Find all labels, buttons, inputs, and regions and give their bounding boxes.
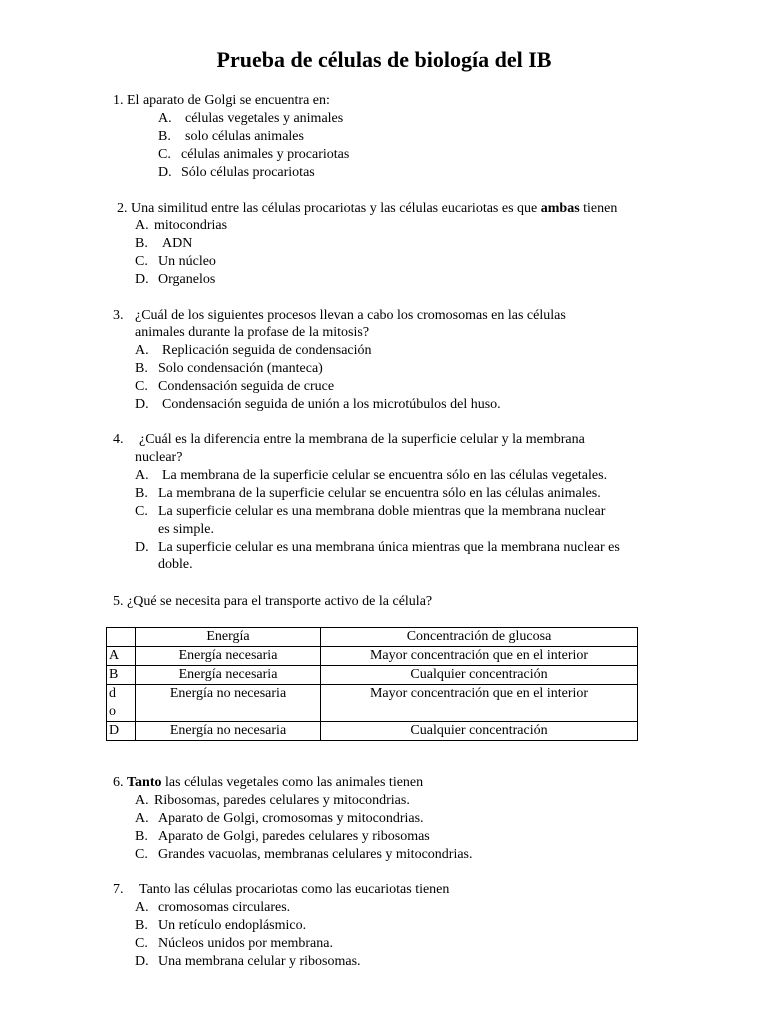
question-4-number: 4.: [113, 432, 124, 447]
q7-option-a: A. cromosomas circulares.: [135, 900, 291, 915]
q4-option-c-continued: es simple.: [158, 522, 214, 537]
page-title: Prueba de células de biología del IB: [216, 47, 552, 72]
q6-option-b: B. Aparato de Golgi, paredes celulares y ribosomas: [135, 829, 430, 844]
q2-option-b: B. ADN: [135, 236, 193, 251]
q1-option-c: C. células animales y procariotas: [158, 147, 350, 162]
table-cell: A: [107, 647, 136, 666]
q6-option-a-first: A. Ribosomas, paredes celulares y mitocondrias.: [135, 793, 410, 808]
table-cell: Energía necesaria: [136, 666, 321, 685]
question-6: 6. Tanto las células vegetales como las animales tienen: [113, 775, 424, 790]
q3-option-c: C. Condensación seguida de cruce: [135, 379, 335, 394]
q4-option-d-continued: doble.: [158, 557, 193, 572]
q2-option-c: C. Un núcleo: [135, 254, 216, 269]
q4-option-a: A. La membrana de la superficie celular se encuentra sólo en las células vegetales.: [135, 468, 608, 483]
q2-option-d: D. Organelos: [135, 272, 216, 287]
q4-option-d: D. La superficie celular es una membrana única mientras que la membrana nuclear es: [135, 540, 620, 555]
table-row: [107, 666, 638, 685]
question-4-line-2: nuclear?: [135, 450, 183, 465]
q7-option-d: D. Una membrana celular y ribosomas.: [135, 954, 361, 969]
table-cell: Mayor concentración que en el interior: [321, 647, 638, 666]
table-cell: Energía no necesaria: [136, 685, 321, 722]
table-cell: Mayor concentración que en el interior: [321, 685, 638, 722]
table-cell: Cualquier concentración: [321, 666, 638, 685]
q1-option-a: A. células vegetales y animales: [158, 111, 344, 126]
question-7-number: 7.: [113, 882, 124, 897]
question-2: 2. Una similitud entre las células procariotas y las células eucariotas es que ambas tienen: [117, 201, 618, 216]
table-cell: d o: [107, 685, 136, 722]
q3-option-b: B. Solo condensación (manteca): [135, 361, 323, 376]
question-3-line-1: ¿Cuál de los siguientes procesos llevan a cabo los cromosomas en las células: [135, 308, 566, 323]
q7-option-b: B. Un retículo endoplásmico.: [135, 918, 307, 933]
table-cell: Energía necesaria: [136, 647, 321, 666]
table-row: [107, 685, 638, 722]
q6-option-c: C. Grandes vacuolas, membranas celulares y mitocondrias.: [135, 847, 473, 862]
q3-option-a: A. Replicación seguida de condensación: [135, 343, 372, 358]
q4-option-b: B. La membrana de la superficie celular se encuentra sólo en las células animales.: [135, 486, 601, 501]
question-5: 5. ¿Qué se necesita para el transporte activo de la célula?: [113, 594, 433, 609]
table-header-cell: Energía: [136, 628, 321, 647]
table-cell: D: [107, 722, 136, 741]
q1-option-d: D. Sólo células procariotas: [158, 165, 315, 180]
table-header-row: [107, 628, 638, 647]
question-3-number: 3.: [113, 308, 124, 323]
q7-option-c: C. Núcleos unidos por membrana.: [135, 936, 333, 951]
table-cell: Cualquier concentración: [321, 722, 638, 741]
question-4-line-1: ¿Cuál es la diferencia entre la membrana de la superficie celular y la membrana: [139, 432, 585, 447]
table-row: [107, 647, 638, 666]
table-header-cell: Concentración de glucosa: [321, 628, 638, 647]
q2-option-a: A. mitocondrias: [135, 218, 228, 233]
table-cell: Energía no necesaria: [136, 722, 321, 741]
table-row: [107, 722, 638, 741]
q3-option-d: D. Condensación seguida de unión a los microtúbulos del huso.: [135, 397, 501, 412]
question-3-line-2: animales durante la profase de la mitosis?: [135, 325, 370, 340]
answer-table: [106, 627, 638, 741]
question-1: 1. El aparato de Golgi se encuentra en:: [113, 93, 330, 108]
q4-option-c: C. La superficie celular es una membrana doble mientras que la membrana nuclear: [135, 504, 606, 519]
question-7: Tanto las células procariotas como las eucariotas tienen: [139, 882, 450, 897]
table-header-cell: [107, 628, 136, 647]
table-cell: B: [107, 666, 136, 685]
q6-option-a-second: A. Aparato de Golgi, cromosomas y mitocondrias.: [135, 811, 424, 826]
q1-option-b: B. solo células animales: [158, 129, 304, 144]
